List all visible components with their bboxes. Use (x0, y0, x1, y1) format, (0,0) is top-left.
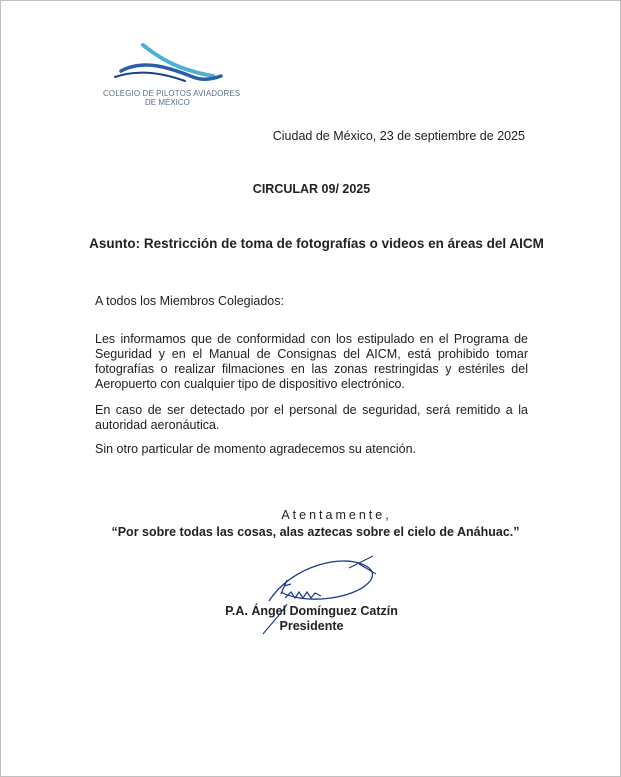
circular-number: CIRCULAR 09/ 2025 (252, 182, 371, 196)
organization-logo (99, 43, 249, 113)
document-date: Ciudad de México, 23 de septiembre de 2025 (272, 129, 525, 143)
body-paragraph: Sin otro particular de momento agradecemos su atención. (95, 442, 417, 456)
signer-name: P.A. Ángel Domínguez Catzín (225, 604, 398, 618)
closing-salutation: Atentamente, (281, 508, 392, 522)
document-subject: Asunto: Restricción de toma de fotografías o videos en áreas del AICM (89, 236, 544, 251)
signer-title: Presidente (279, 619, 344, 633)
greeting: A todos los Miembros Colegiados: (95, 294, 284, 308)
logo-text-line2: DE MÉXICO (145, 98, 190, 107)
wing-logo-icon (113, 43, 228, 85)
logo-text-line1: COLEGIO DE PILOTOS AVIADORES (103, 89, 241, 98)
body-paragraph: En caso de ser detectado por el personal de seguridad, será remitido a la autoridad aeronáutica. (95, 403, 528, 432)
motto: “Por sobre todas las cosas, alas aztecas sobre el cielo de Anáhuac.” (111, 525, 520, 539)
body-paragraph: Les informamos que de conformidad con los estipulado en el Programa de Seguridad y en el Manual de Consignas del AICM, está prohibido tomar fotografías o realizar filmaciones en las zonas restringidas y estériles del Aeropuerto con cualquier tipo de dispositivo electrónico. (95, 332, 528, 391)
